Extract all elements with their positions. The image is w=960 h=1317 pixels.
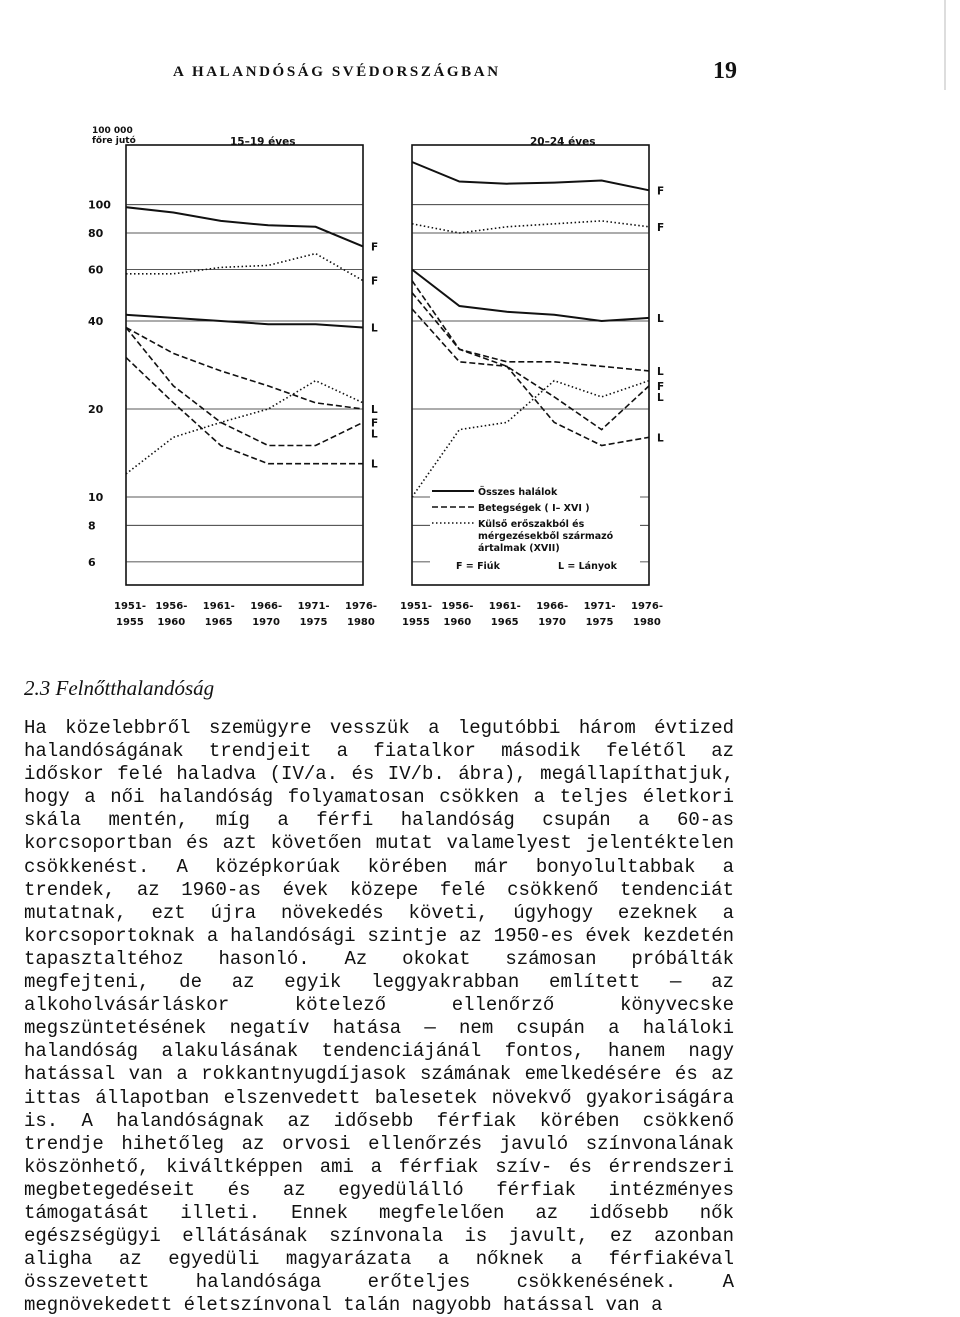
legend-sex-left: F = Fiúk xyxy=(456,561,500,572)
x-tick-label-bottom: 1970 xyxy=(538,617,567,628)
series-end-label: L xyxy=(657,432,664,445)
y-tick-label: 60 xyxy=(88,263,104,277)
series-end-label: L xyxy=(657,391,664,404)
x-tick-label-bottom: 1970 xyxy=(252,617,281,628)
y-tick-label: 100 xyxy=(88,198,111,212)
series-end-label: F xyxy=(657,185,665,198)
body-paragraph: Ha közelebbről szemügyre vesszük a legutóbbi három évtized halandóságának trendjeit a fiatalkor második felétől az időskor felé haladva (IV/a. és IV/b. ábra), megállapíthatjuk, hogy a női halandóság folyamatosan csökken a teljes életkori skála mentén, míg a férfi halandóság csupán a 60-as korcsoportban és azt követően mutat valamelyest jelentéktelen csökkenést. A középkorúak körében már bonyolultabbak a trendek, az 1960-as évek közepe felé csökkenő tendenciát mutatnak, ezt újra növekedés követi, úgyhogy ezeknek a korcsoportoknak a halandósági szintje az 1950-es évek kezdetén tapasztaltéhoz hasonló. Az okokat számosan próbálták megfejteni, de az egyik leggyakrabban említett — az alkoholvásárláskor kötelező ellenőrző könyvecske megszüntetésének negatív hatása — nem csupán a haláloki halandóság alakulásának tendenciájánál fontos, hanem nagy hatással van a rokkantnyugdíjasok számának emelkedésére és az ittas állapotban elszenvedett balesetek növekvő gyakoriságára is. A halandóságnak az idősebb férfiak körében csökkenő trendje hihetőleg az orvosi ellenőrzés javuló színvonalának köszönhető, kiváltképpen ami a férfiak szív- és érrendszeri megbetegedéseit és az egyedülálló férfiak intézményes támogatását illeti. Ennek megfelelően az idősebb nők egészségügyi ellátásának színvonala is javult, ez azonban aligha az egyedüli magyarázata a nőknek a férfiakéval összevetett halandósága erőteljes csökkenésének. A megnövekedett életszínvonal talán nagyobb hatással van a xyxy=(24,717,734,1317)
legend-entry: Összes halálok xyxy=(478,487,558,498)
x-tick-label-top: 1951- xyxy=(400,601,432,612)
x-tick-label-bottom: 1960 xyxy=(443,617,472,628)
series-line xyxy=(126,358,363,464)
x-tick-label-bottom: 1975 xyxy=(585,617,614,628)
y-axis-unit-label-line: főre jutó xyxy=(92,136,136,146)
legend-sex-right: L = Lányok xyxy=(558,561,617,572)
x-tick-label-top: 1956- xyxy=(441,601,474,612)
x-tick-label-bottom: 1980 xyxy=(633,617,661,628)
y-tick-label: 6 xyxy=(88,555,96,569)
series-line xyxy=(126,328,363,410)
series-line xyxy=(126,254,363,281)
x-tick-label-top: 1966- xyxy=(536,601,569,612)
series-line xyxy=(412,221,649,233)
series-end-label: L xyxy=(371,428,378,441)
series-end-label: F xyxy=(657,221,665,234)
series-end-label: L xyxy=(657,312,664,325)
y-tick-label: 20 xyxy=(88,403,104,416)
figure-mortality-charts xyxy=(80,115,700,640)
series-line xyxy=(126,328,363,446)
series-end-label: F xyxy=(371,275,379,288)
series-end-label: L xyxy=(371,458,378,471)
x-tick-label-top: 1956- xyxy=(155,601,188,612)
series-end-label: F xyxy=(371,417,379,430)
x-tick-label-top: 1966- xyxy=(250,601,283,612)
series-line xyxy=(412,162,649,190)
x-tick-label-top: 1976- xyxy=(345,601,377,612)
x-tick-label-bottom: 1965 xyxy=(204,617,233,628)
x-tick-label-bottom: 1955 xyxy=(402,617,430,628)
x-tick-label-top: 1976- xyxy=(631,601,663,612)
y-tick-label: 10 xyxy=(88,491,104,504)
legend-entry: Betegségek ( I– XVI ) xyxy=(478,503,590,514)
x-tick-label-bottom: 1960 xyxy=(157,617,186,628)
running-title: A HALANDÓSÁG SVÉDORSZÁGBAN xyxy=(173,64,501,80)
legend-entry-line: ártalmak (XVII) xyxy=(478,543,560,554)
chart-legend xyxy=(430,483,640,575)
series-line xyxy=(412,309,649,446)
y-axis-unit-label xyxy=(92,126,136,146)
x-tick-label-top: 1961- xyxy=(202,601,235,612)
y-tick-label: 8 xyxy=(88,519,96,533)
x-tick-label-top: 1951- xyxy=(114,601,146,612)
chart-15-19 xyxy=(88,136,378,628)
x-tick-label-top: 1961- xyxy=(488,601,521,612)
series-line xyxy=(126,207,363,246)
y-axis-unit-label-line: 100 000 xyxy=(92,126,133,136)
x-tick-label-top: 1971- xyxy=(583,601,616,612)
charts-svg xyxy=(80,115,700,640)
x-tick-label-bottom: 1965 xyxy=(490,617,519,628)
scan-edge-line xyxy=(944,0,946,90)
chart-title: 15–19 éves xyxy=(230,136,296,148)
series-end-label: L xyxy=(371,322,378,335)
page-number: 19 xyxy=(713,58,737,84)
series-line xyxy=(412,281,649,371)
chart-20-24 xyxy=(400,136,664,628)
series-end-label: F xyxy=(371,241,379,254)
series-line xyxy=(126,381,363,474)
y-tick-label: 80 xyxy=(88,227,104,240)
series-end-label: L xyxy=(371,404,378,416)
page-header xyxy=(173,58,737,94)
legend-entry-line: mérgezésekből származó xyxy=(478,531,614,542)
y-tick-label: 40 xyxy=(88,315,104,328)
x-tick-label-bottom: 1975 xyxy=(299,617,328,628)
x-tick-label-bottom: 1955 xyxy=(116,617,144,628)
chart-title: 20–24 éves xyxy=(530,136,596,148)
series-line xyxy=(412,270,649,322)
series-end-label: F xyxy=(657,380,665,393)
legend-entry: Külső erőszakból és xyxy=(478,519,585,530)
section-title: 2.3 Felnőtthalandóság xyxy=(24,676,215,700)
series-line xyxy=(412,381,649,497)
x-tick-label-top: 1971- xyxy=(297,601,330,612)
series-end-label: L xyxy=(657,365,664,378)
x-tick-label-bottom: 1980 xyxy=(347,617,375,628)
